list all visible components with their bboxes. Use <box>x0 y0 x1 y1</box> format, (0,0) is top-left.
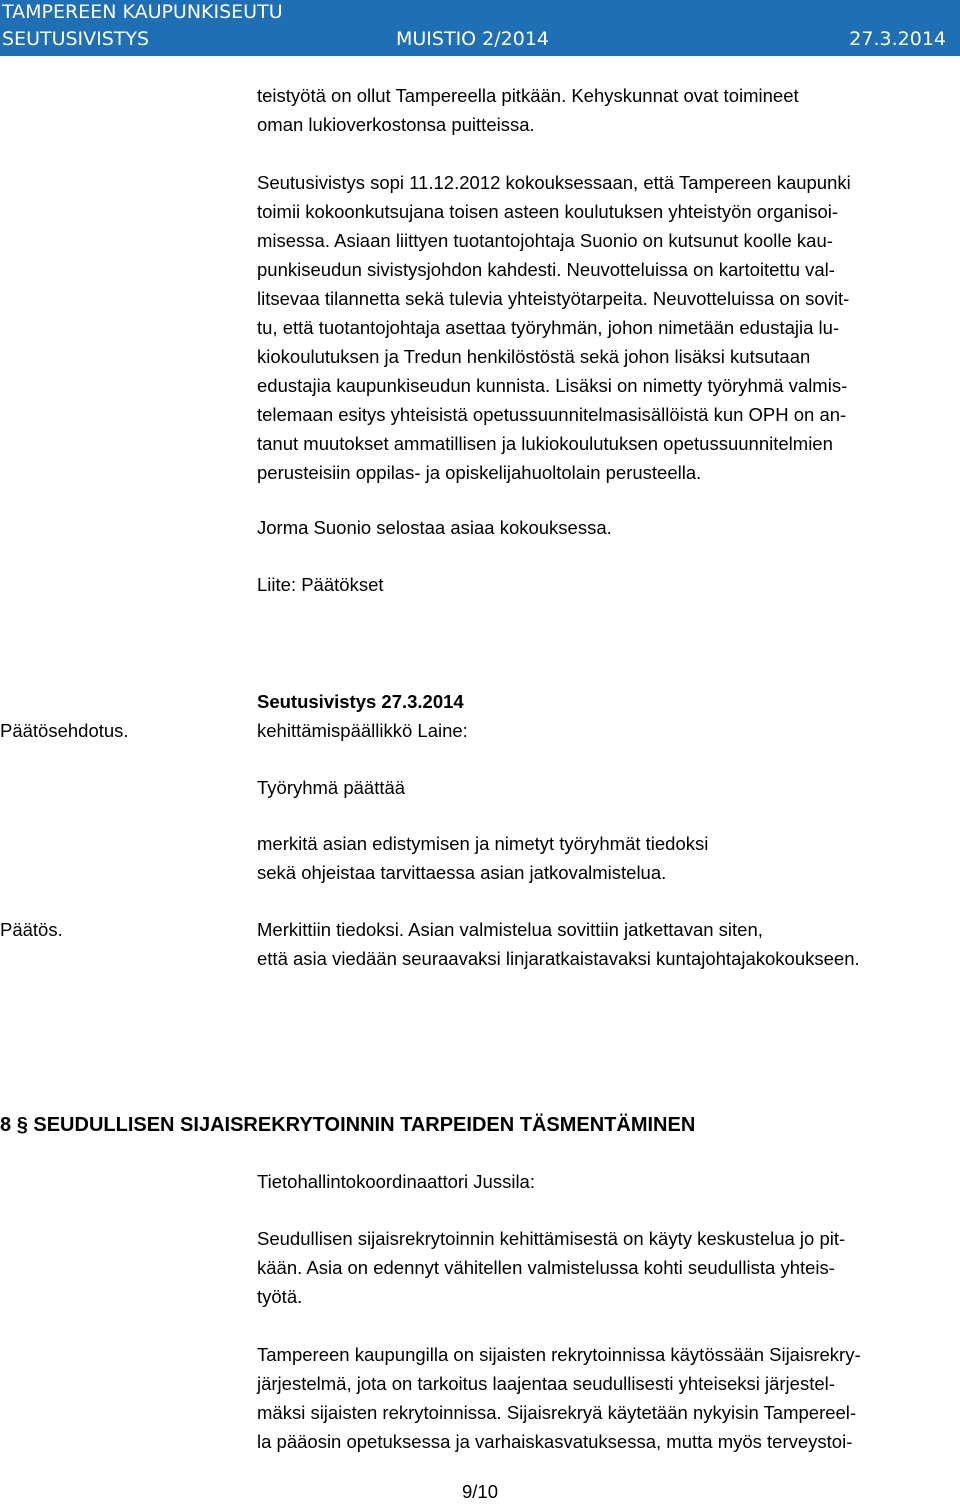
text-line: toimii kokoonkutsujana toisen asteen koulutuksen yhteistyön organisoi- <box>257 201 839 222</box>
text-line: telemaan esitys yhteisistä opetussuunnitelmasisällöistä kun OPH on an- <box>257 404 847 425</box>
section-title: SEUDULLISEN SIJAISREKRYTOINNIN TARPEIDEN TÄSMENTÄMINEN <box>33 1114 696 1136</box>
text-line: Jorma Suonio selostaa asiaa kokouksessa. <box>257 517 612 538</box>
text-line: Merkittiin tiedoksi. Asian valmistelua sovittiin jatkettavan siten, <box>257 919 763 940</box>
body-paragraph-1 <box>257 81 957 139</box>
header-date: 27.3.2014 <box>849 28 946 50</box>
text-line: Tampereen kaupungilla on sijaisten rekrytoinnissa käytössään Sijaisrekry- <box>257 1344 861 1365</box>
text-line: että asia viedään seuraavaksi linjaratkaistavaksi kuntajohtajakokoukseen. <box>257 948 860 969</box>
section-paragraph-1 <box>257 1224 957 1311</box>
text-line: teistyötä on ollut Tampereella pitkään. Kehyskunnat ovat toimineet <box>257 85 799 106</box>
section-presenter <box>257 1167 957 1196</box>
decision-label: Päätös. <box>0 919 63 940</box>
section-number: 8 <box>0 1114 12 1136</box>
header-organization: TAMPEREEN KAUPUNKISEUTU <box>2 1 283 23</box>
proposal-block <box>257 687 957 745</box>
proposal-label: Päätösehdotus. <box>0 720 129 741</box>
attachment-reference <box>257 570 957 599</box>
text-line: kiokoulutuksen ja Tredun henkilöstöstä sekä johon lisäksi kutsutaan <box>257 346 811 367</box>
text-line: Tietohallintokoordinaattori Jussila: <box>257 1171 535 1192</box>
text-line: Seudullisen sijaisrekrytoinnin kehittämisestä on käyty keskustelua jo pit- <box>257 1228 846 1249</box>
proposal-heading: Seutusivistys 27.3.2014 <box>257 691 464 712</box>
text-line: edustajia kaupunkiseudun kunnista. Lisäksi on nimetty työryhmä valmis- <box>257 375 848 396</box>
proposal-intro <box>257 773 957 802</box>
body-paragraph-2 <box>257 168 957 487</box>
attachment-link[interactable]: Liite: Päätökset <box>257 574 384 595</box>
decision-lines <box>257 915 960 973</box>
header-unit: SEUTUSIVISTYS <box>2 28 150 50</box>
text-line: litsevaa tilannetta sekä tulevia yhteistyötarpeita. Neuvotteluissa on sovit- <box>257 288 850 309</box>
text-line: oman lukioverkostonsa puitteissa. <box>257 114 535 135</box>
text-line: merkitä asian edistymisen ja nimetyt työryhmät tiedoksi <box>257 833 709 854</box>
text-line: Työryhmä päättää <box>257 777 406 798</box>
text-line: misessa. Asiaan liittyen tuotantojohtaja Suonio on kutsunut koolle kau- <box>257 230 833 251</box>
text-line: tanut muutokset ammatillisen ja lukiokoulutuksen opetussuunnitelmien <box>257 433 833 454</box>
text-line: la pääosin opetuksessa ja varhaiskasvatuksessa, mutta myös terveystoi- <box>257 1431 853 1452</box>
text-line: Seutusivistys sopi 11.12.2012 kokouksessaan, että Tampereen kaupunki <box>257 172 851 193</box>
presentation-note <box>257 513 957 542</box>
section-paragraph-2 <box>257 1340 957 1456</box>
section-symbol: § <box>16 1114 28 1136</box>
proposal-lines <box>257 829 957 887</box>
page-header <box>0 0 960 56</box>
text-line: tu, että tuotantojohtaja asettaa työryhmän, johon nimetään edustajia lu- <box>257 317 840 338</box>
text-line: mäksi sijaisten rekrytoinnissa. Sijaisrekryä käytetään nykyisin Tampereel- <box>257 1402 857 1423</box>
text-line: kään. Asia on edennyt vähitellen valmistelussa kohti seudullista yhteis- <box>257 1257 835 1278</box>
page-number: 9/10 <box>461 1481 498 1502</box>
proposal-presenter: kehittämispäällikkö Laine: <box>257 720 468 741</box>
header-document: MUISTIO 2/2014 <box>396 28 550 50</box>
section-heading <box>0 1111 695 1139</box>
text-line: työtä. <box>257 1286 303 1307</box>
text-line: punkiseudun sivistysjohdon kahdesti. Neuvotteluissa on kartoitettu val- <box>257 259 835 280</box>
text-line: perusteisiin oppilas- ja opiskelijahuoltolain perusteella. <box>257 462 702 483</box>
text-line: sekä ohjeistaa tarvittaessa asian jatkovalmistelua. <box>257 862 667 883</box>
text-line: järjestelmä, jota on tarkoitus laajentaa seudullisesti yhteiseksi järjestel- <box>257 1373 835 1394</box>
